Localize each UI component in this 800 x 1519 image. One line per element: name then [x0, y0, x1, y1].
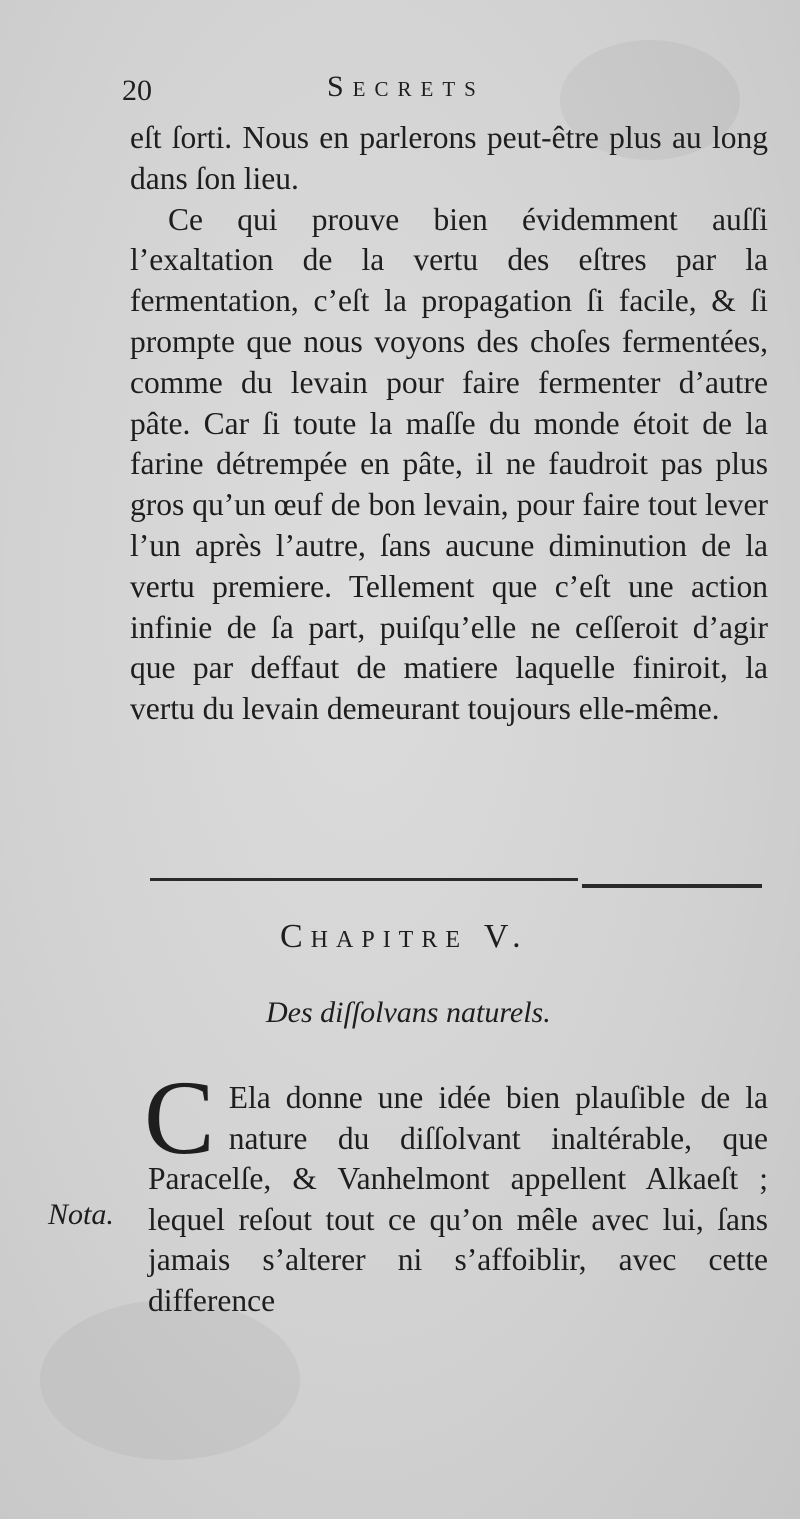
section-divider [582, 884, 762, 888]
chapter-subtitle: Des diſſolvans naturels. [266, 996, 551, 1029]
chapter-title: Chapitre V. [280, 918, 529, 955]
body-text [130, 118, 768, 730]
running-head [122, 70, 762, 110]
margin-note: Nota. [48, 1198, 114, 1231]
running-title: Secrets [327, 70, 485, 103]
page-number: 20 [122, 74, 152, 107]
drop-cap: C [144, 1059, 215, 1176]
chapter-body [144, 1059, 768, 1322]
chapter-text: Ela donne une idée bien plauſible de la nature du diſſolvant inaltérable, que Paracelſe, & Vanhelmont appellent Alkaeſt ; lequel reſout tout ce qu’on mêle avec lui, ſans jamais s’alterer ni s’affoiblir, avec cette difference [148, 1080, 768, 1318]
paper-stain [40, 1300, 300, 1460]
paragraph-2: Ce qui prouve bien évidemment auſſi l’exaltation de la vertu des eſtres par la fermentation, c’eſt la propagation ſi facile, & ſi prompte que nous voyons des choſes fermentées, comme du levain pour faire fermenter d’autre pâte. Car ſi toute la maſſe du monde étoit de la farine détrempée en pâte, il ne faudroit pas plus gros qu’un œuf de bon levain, pour faire tout lever l’un après l’autre, ſans aucune diminution de la vertu premiere. Tellement que c’eſt une action infinie de ſa part, puiſqu’elle ne ceſſeroit d’agir que par deffaut de matiere laquelle finiroit, la vertu du levain demeurant toujours elle-même. [130, 201, 768, 727]
section-divider [150, 878, 578, 881]
paragraph-1: eſt ſorti. Nous en parlerons peut-être plus au long dans ſon lieu. [130, 120, 768, 196]
